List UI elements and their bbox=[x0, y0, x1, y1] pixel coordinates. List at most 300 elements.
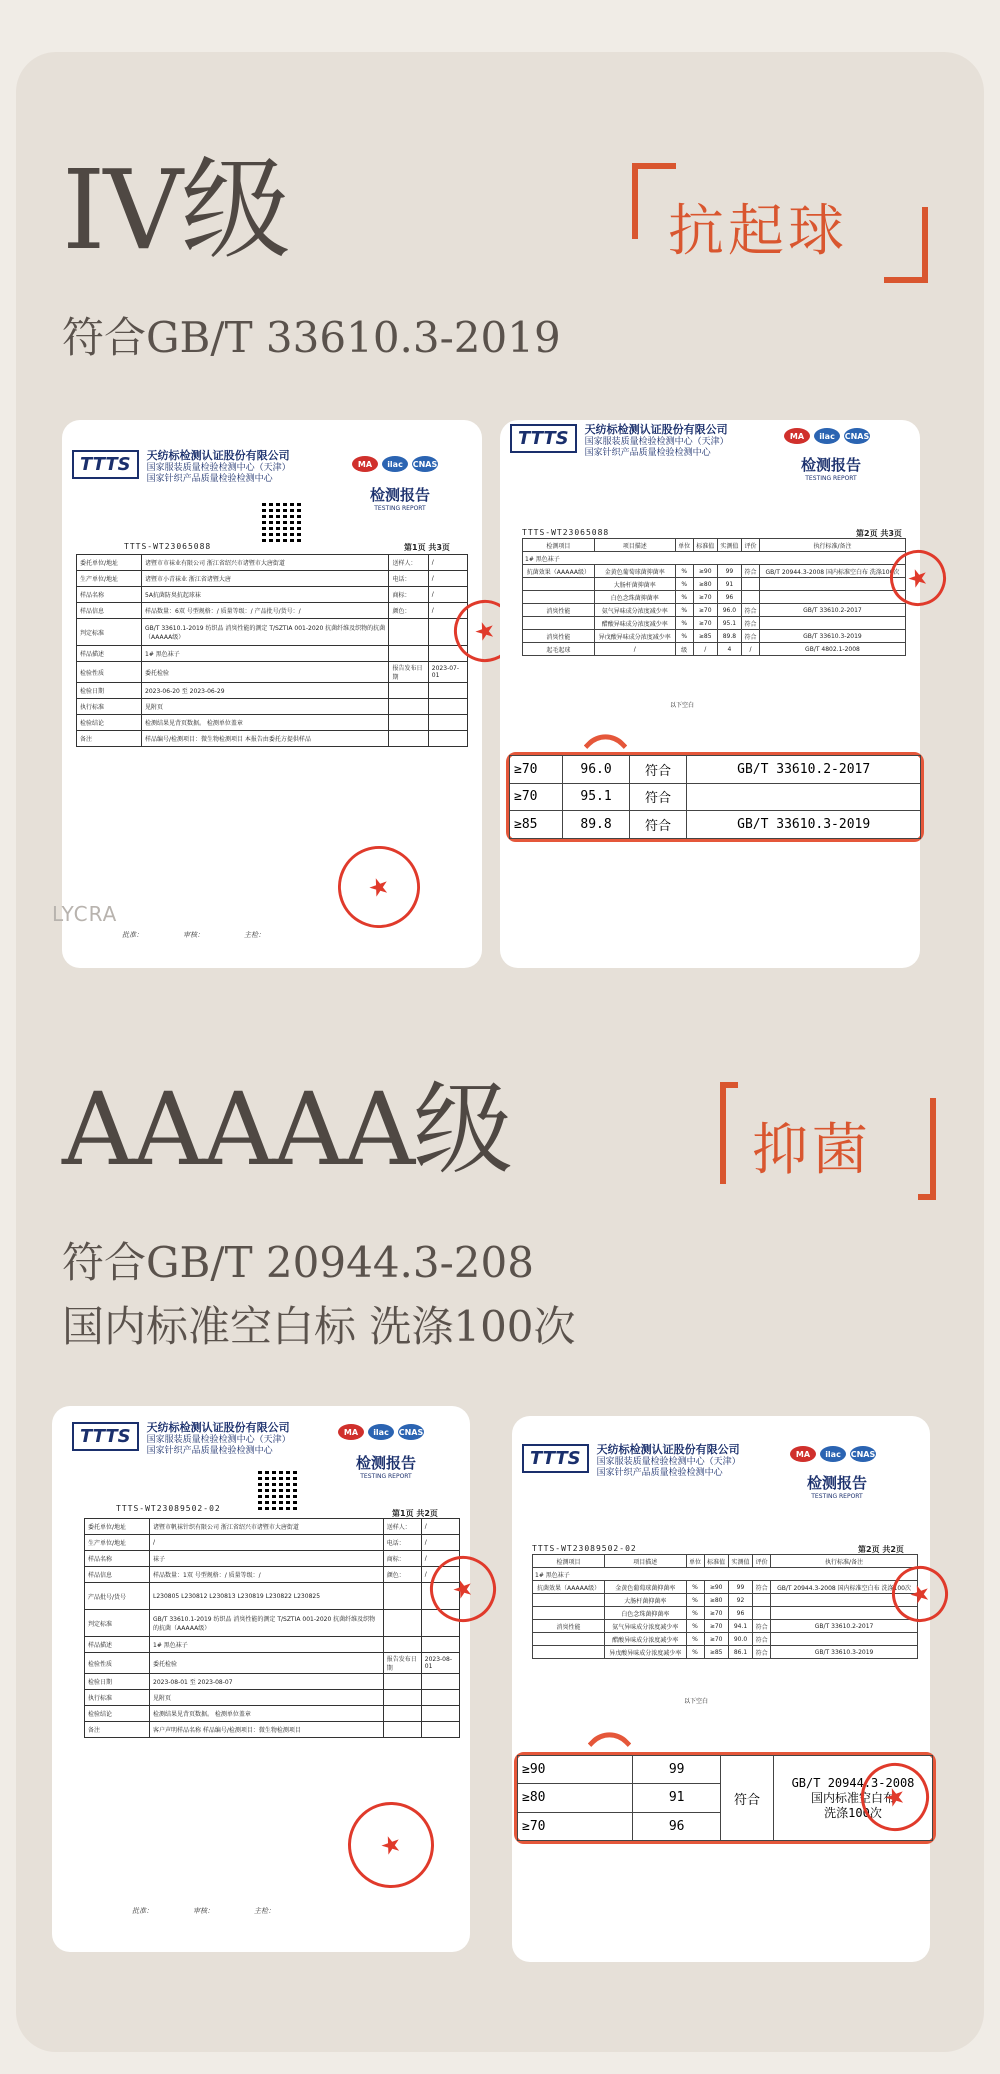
results-cell: 抗菌效果（AAAAA级） bbox=[523, 565, 595, 578]
report-form-table bbox=[76, 554, 468, 747]
ma-badge: MA bbox=[784, 428, 810, 444]
form-value: GB/T 33610.1-2019 纺织品 消臭性能的测定 T/SZTIA 001-2020 抗菌纤维及织物的抗菌（AAAAA级） bbox=[150, 1610, 384, 1637]
form-label: 样品信息 bbox=[85, 1567, 150, 1583]
zoom-measured-value: 96 bbox=[633, 1812, 721, 1840]
form-extra-label bbox=[383, 1674, 421, 1690]
form-row bbox=[85, 1551, 460, 1567]
zoom-cell bbox=[687, 783, 921, 811]
results-row bbox=[523, 565, 906, 578]
form-label: 样品信息 bbox=[77, 603, 142, 619]
form-row bbox=[77, 555, 468, 571]
form-row bbox=[85, 1567, 460, 1583]
ma-badge: MA bbox=[352, 456, 378, 472]
results-header-cell: 项目描述 bbox=[594, 539, 675, 552]
results-cell: % bbox=[686, 1620, 704, 1633]
qr-code-icon bbox=[262, 502, 302, 542]
signature-review: 审核： bbox=[183, 931, 204, 939]
results-header-cell: 执行标准/备注 bbox=[771, 1555, 918, 1568]
results-header-cell: 实测值 bbox=[717, 539, 741, 552]
official-seal-icon: ★ bbox=[421, 1547, 506, 1632]
cert-badges bbox=[784, 428, 870, 444]
results-cell: 白色念珠菌抑菌率 bbox=[605, 1607, 686, 1620]
report-title: 检测报告 TESTING REPORT bbox=[355, 1454, 416, 1480]
form-extra-value bbox=[421, 1706, 459, 1722]
form-row bbox=[85, 1722, 460, 1738]
form-label: 委托单位/地址 bbox=[85, 1519, 150, 1535]
cert-badges bbox=[338, 1424, 424, 1440]
cnas-badge: CNAS bbox=[398, 1424, 424, 1440]
results-row bbox=[533, 1594, 918, 1607]
ttts-logo: TTTS bbox=[72, 1422, 139, 1451]
results-cell: % bbox=[686, 1633, 704, 1646]
results-cell bbox=[753, 1594, 771, 1607]
results-cell: % bbox=[675, 565, 693, 578]
results-header-cell: 单位 bbox=[675, 539, 693, 552]
results-cell: 4 bbox=[717, 643, 741, 656]
form-value: 见附页 bbox=[150, 1690, 384, 1706]
results-row bbox=[533, 1581, 918, 1594]
form-value: / bbox=[150, 1535, 384, 1551]
form-label: 产品批号/货号 bbox=[85, 1583, 150, 1610]
form-extra-label: 颜色： bbox=[383, 1567, 421, 1583]
center-name-1: 国家服装质量检验检测中心（天津） bbox=[146, 463, 291, 473]
results-cell: GB/T 33610.2-2017 bbox=[771, 1620, 918, 1633]
results-cell: ≥70 bbox=[704, 1607, 728, 1620]
form-value: 见附页 bbox=[142, 699, 389, 715]
bracket-right bbox=[918, 1098, 936, 1200]
zoom-cell: GB/T 33610.2-2017 bbox=[687, 756, 921, 784]
results-table bbox=[522, 538, 906, 656]
form-row bbox=[77, 683, 468, 699]
report-number: TTTS-WT23089502-02 bbox=[116, 1504, 221, 1513]
report-title: 检测报告 TESTING REPORT bbox=[806, 1474, 867, 1500]
report-header bbox=[510, 424, 729, 459]
zoom-cell: 95.1 bbox=[563, 783, 629, 811]
results-cell: ≥70 bbox=[693, 617, 717, 630]
zoom-cell: ≥70 bbox=[510, 783, 563, 811]
results-cell: 金黄色葡萄球菌抑菌率 bbox=[594, 565, 675, 578]
results-cell: ≥70 bbox=[704, 1633, 728, 1646]
form-label: 样品描述 bbox=[77, 646, 142, 662]
results-cell: GB/T 33610.3-2019 bbox=[771, 1646, 918, 1659]
form-label: 检验日期 bbox=[85, 1674, 150, 1690]
results-cell: 氨气异味成分浓度减少率 bbox=[594, 604, 675, 617]
form-extra-value bbox=[428, 699, 467, 715]
ilac-badge: ilac bbox=[368, 1424, 394, 1440]
zoom-row bbox=[510, 811, 921, 839]
results-cell bbox=[533, 1594, 605, 1607]
form-value: 委托检验 bbox=[150, 1653, 384, 1674]
results-cell: 级 bbox=[675, 643, 693, 656]
results-cell bbox=[523, 578, 595, 591]
form-value: 诸暨市小青袜业 浙江省诸暨大唐 bbox=[142, 571, 389, 587]
standard-text-antibacterial: 符合GB/T 20944.3-208 bbox=[62, 1238, 534, 1287]
results-row bbox=[533, 1633, 918, 1646]
results-cell bbox=[533, 1646, 605, 1659]
results-header-cell: 单位 bbox=[686, 1555, 704, 1568]
zoomed-results-table bbox=[509, 755, 921, 839]
results-cell: 86.1 bbox=[728, 1646, 752, 1659]
results-cell: ≥70 bbox=[693, 591, 717, 604]
zoom-row bbox=[510, 756, 921, 784]
form-extra-value: 2023-07-01 bbox=[428, 662, 467, 683]
form-row bbox=[85, 1583, 460, 1610]
form-extra-label bbox=[383, 1706, 421, 1722]
results-cell: % bbox=[675, 591, 693, 604]
results-cell: 94.1 bbox=[728, 1620, 752, 1633]
form-row bbox=[77, 619, 468, 646]
tag-label: 抗起球 bbox=[668, 199, 848, 264]
zoomed-results bbox=[514, 1752, 936, 1844]
results-cell: / bbox=[693, 643, 717, 656]
official-seal-icon: ★ bbox=[884, 1558, 956, 1630]
results-cell: 消臭性能 bbox=[523, 630, 595, 643]
results-cell: 白色念珠菌抑菌率 bbox=[594, 591, 675, 604]
report-page-2 bbox=[500, 420, 933, 968]
zoom-verdict: 符合 bbox=[721, 1756, 774, 1841]
results-cell: 醋酸异味成分浓度减少率 bbox=[605, 1633, 686, 1646]
form-value: 样品数量：1双 号型规格：/ 质量等级：/ bbox=[150, 1567, 384, 1583]
results-cell: 99 bbox=[728, 1581, 752, 1594]
results-header-cell: 评价 bbox=[753, 1555, 771, 1568]
form-row bbox=[77, 662, 468, 683]
report-number: TTTS-WT23089502-02 bbox=[532, 1544, 637, 1553]
report-page-1 bbox=[62, 420, 500, 968]
report-number: TTTS-WT23065088 bbox=[522, 528, 610, 537]
center-name-1: 国家服装质量检验检测中心（天津） bbox=[596, 1457, 741, 1467]
report-title: 检测报告 TESTING REPORT bbox=[800, 456, 861, 482]
form-row bbox=[77, 603, 468, 619]
form-extra-value bbox=[421, 1674, 459, 1690]
results-cell: GB/T 20944.3-2008 国内标准空白布 洗涤100次 bbox=[759, 565, 905, 578]
form-extra-label bbox=[389, 699, 428, 715]
form-extra-value: / bbox=[421, 1567, 459, 1583]
results-header-cell: 标准值 bbox=[693, 539, 717, 552]
form-value: 2023-06-20 至 2023-06-29 bbox=[142, 683, 389, 699]
company-name: 天纺标检测认证股份有限公司 bbox=[584, 423, 728, 436]
form-extra-label bbox=[389, 683, 428, 699]
results-cell: % bbox=[686, 1594, 704, 1607]
form-extra-label bbox=[383, 1690, 421, 1706]
results-row bbox=[523, 630, 906, 643]
form-extra-label bbox=[383, 1637, 421, 1653]
report-number: TTTS-WT23065088 bbox=[124, 542, 212, 551]
form-extra-label: 送样人： bbox=[383, 1519, 421, 1535]
signature-inspector: 主检： bbox=[244, 931, 265, 939]
results-cell: 96 bbox=[728, 1607, 752, 1620]
results-cell: 异戊酸异味成分浓度减少率 bbox=[594, 630, 675, 643]
form-value: 客户声明样品名称 样品编号/检测项目：微生物检测项目 bbox=[150, 1722, 384, 1738]
report-page-1 bbox=[52, 1406, 478, 1952]
results-cell: 符合 bbox=[753, 1646, 771, 1659]
form-row bbox=[77, 699, 468, 715]
results-cell: % bbox=[686, 1607, 704, 1620]
form-extra-value: 2023-08-01 bbox=[421, 1653, 459, 1674]
results-cell: 符合 bbox=[742, 630, 760, 643]
results-cell: 95.1 bbox=[717, 617, 741, 630]
form-extra-label bbox=[383, 1610, 421, 1637]
cert-badges bbox=[790, 1446, 876, 1462]
results-cell bbox=[759, 591, 905, 604]
form-row bbox=[85, 1535, 460, 1551]
signatures bbox=[132, 1906, 275, 1916]
form-extra-value: / bbox=[421, 1535, 459, 1551]
zoom-cell: ≥70 bbox=[510, 756, 563, 784]
form-extra-label bbox=[389, 646, 428, 662]
center-name-2: 国家针织产品质量检验检测中心 bbox=[146, 474, 273, 484]
results-row bbox=[523, 591, 906, 604]
results-cell bbox=[742, 578, 760, 591]
report-form-table bbox=[84, 1518, 460, 1738]
lycra-watermark: LYCRA bbox=[52, 902, 118, 926]
results-cell: 96 bbox=[717, 591, 741, 604]
form-value: 委托检验 bbox=[142, 662, 389, 683]
zoom-cell: 符合 bbox=[629, 811, 687, 839]
results-header-cell: 项目描述 bbox=[605, 1555, 686, 1568]
results-cell: % bbox=[675, 630, 693, 643]
results-row bbox=[523, 604, 906, 617]
form-extra-label bbox=[389, 715, 428, 731]
standard-text-wash: 国内标准空白标 洗涤100次 bbox=[62, 1302, 576, 1351]
form-extra-value: / bbox=[421, 1519, 459, 1535]
results-header-cell: 实测值 bbox=[728, 1555, 752, 1568]
form-extra-value bbox=[428, 731, 467, 747]
grade-title-pilling: IV级 bbox=[62, 146, 289, 274]
center-name-2: 国家针织产品质量检验检测中心 bbox=[596, 1468, 723, 1478]
bracket-right bbox=[884, 207, 928, 283]
form-label: 检验结论 bbox=[85, 1706, 150, 1722]
form-extra-value: / bbox=[428, 603, 467, 619]
signature-review: 审核： bbox=[193, 1907, 214, 1915]
form-label: 备注 bbox=[77, 731, 142, 747]
results-cell: % bbox=[675, 604, 693, 617]
report-page-2 bbox=[512, 1416, 935, 1962]
form-row bbox=[77, 715, 468, 731]
form-extra-value bbox=[428, 683, 467, 699]
form-row bbox=[85, 1637, 460, 1653]
form-extra-label bbox=[383, 1583, 421, 1610]
center-name-1: 国家服装质量检验检测中心（天津） bbox=[146, 1435, 291, 1445]
results-header-cell: 标准值 bbox=[704, 1555, 728, 1568]
signature-approve: 批准： bbox=[132, 1907, 153, 1915]
cnas-badge: CNAS bbox=[850, 1446, 876, 1462]
zoom-cell: 89.8 bbox=[563, 811, 629, 839]
end-note: 以下空白 bbox=[670, 702, 695, 709]
center-name-1: 国家服装质量检验检测中心（天津） bbox=[584, 437, 729, 447]
results-header-cell: 检测项目 bbox=[523, 539, 595, 552]
results-cell: 符合 bbox=[753, 1633, 771, 1646]
results-cell: ≥70 bbox=[704, 1620, 728, 1633]
zoom-standard-value: ≥90 bbox=[518, 1756, 633, 1784]
results-cell: 92 bbox=[728, 1594, 752, 1607]
form-extra-label: 报告发布日期 bbox=[383, 1653, 421, 1674]
qr-code-icon bbox=[258, 1470, 298, 1510]
zoom-cell: 96.0 bbox=[563, 756, 629, 784]
form-label: 执行标准 bbox=[77, 699, 142, 715]
ttts-logo: TTTS bbox=[510, 424, 577, 453]
form-extra-label bbox=[389, 619, 428, 646]
results-cell: % bbox=[675, 617, 693, 630]
form-extra-label: 送样人： bbox=[389, 555, 428, 571]
form-row bbox=[85, 1706, 460, 1722]
results-cell: 消臭性能 bbox=[523, 604, 595, 617]
results-cell: 符合 bbox=[753, 1581, 771, 1594]
ttts-logo: TTTS bbox=[72, 450, 139, 479]
form-extra-label: 商标： bbox=[383, 1551, 421, 1567]
official-seal-icon: ★ bbox=[882, 542, 954, 614]
form-row bbox=[85, 1519, 460, 1535]
form-row bbox=[85, 1674, 460, 1690]
results-row bbox=[533, 1607, 918, 1620]
results-cell: ≥80 bbox=[693, 578, 717, 591]
zoom-measured-value: 91 bbox=[633, 1784, 721, 1812]
results-cell: 金黄色葡萄球菌抑菌率 bbox=[605, 1581, 686, 1594]
results-cell: 符合 bbox=[742, 604, 760, 617]
form-value: 诸暨市帆袜针织有限公司 浙江省绍兴市诸暨市大唐街道 bbox=[150, 1519, 384, 1535]
results-cell: ≥90 bbox=[704, 1581, 728, 1594]
form-extra-label: 电话： bbox=[383, 1535, 421, 1551]
results-cell: 91 bbox=[717, 578, 741, 591]
results-cell: ≥85 bbox=[693, 630, 717, 643]
page-number: 第2页 共3页 bbox=[856, 529, 902, 538]
tag-antibacterial bbox=[720, 1082, 936, 1200]
form-value: 2023-08-01 至 2023-08-07 bbox=[150, 1674, 384, 1690]
results-cell: 89.8 bbox=[717, 630, 741, 643]
company-name: 天纺标检测认证股份有限公司 bbox=[596, 1443, 740, 1456]
results-cell: % bbox=[686, 1646, 704, 1659]
cert-badges bbox=[352, 456, 438, 472]
form-row bbox=[85, 1653, 460, 1674]
page-number: 第1页 共2页 bbox=[392, 1509, 438, 1518]
form-row bbox=[77, 571, 468, 587]
report-header bbox=[72, 1422, 291, 1457]
form-extra-value bbox=[421, 1637, 459, 1653]
form-extra-label: 商标： bbox=[389, 587, 428, 603]
form-row bbox=[77, 731, 468, 747]
results-cell: 氨气异味成分浓度减少率 bbox=[605, 1620, 686, 1633]
form-label: 委托单位/地址 bbox=[77, 555, 142, 571]
results-cell bbox=[523, 617, 595, 630]
form-row bbox=[85, 1690, 460, 1706]
cnas-badge: CNAS bbox=[844, 428, 870, 444]
form-extra-value: / bbox=[428, 555, 467, 571]
results-row bbox=[523, 643, 906, 656]
results-header-row bbox=[523, 539, 906, 552]
results-cell: 99 bbox=[717, 565, 741, 578]
form-extra-value bbox=[421, 1722, 459, 1738]
results-cell: ≥85 bbox=[704, 1646, 728, 1659]
results-header-cell: 执行标准/备注 bbox=[759, 539, 905, 552]
form-label: 检验日期 bbox=[77, 683, 142, 699]
form-label: 样品名称 bbox=[77, 587, 142, 603]
results-cell: 90.0 bbox=[728, 1633, 752, 1646]
results-cell bbox=[742, 591, 760, 604]
ilac-badge: ilac bbox=[814, 428, 840, 444]
form-extra-value: / bbox=[428, 587, 467, 603]
bracket-left bbox=[720, 1082, 738, 1184]
form-value: GB/T 33610.1-2019 纺织品 消臭性能的测定 T/SZTIA 001-2020 抗菌纤维及织物的抗菌（AAAAA级） bbox=[142, 619, 389, 646]
results-cell: / bbox=[742, 643, 760, 656]
official-seal-icon: ★ bbox=[851, 1753, 938, 1840]
standard-text-pilling: 符合GB/T 33610.3-2019 bbox=[62, 313, 561, 362]
results-cell: 起毛起球 bbox=[523, 643, 595, 656]
results-table bbox=[532, 1554, 918, 1659]
company-name: 天纺标检测认证股份有限公司 bbox=[146, 449, 290, 462]
zoomed-results bbox=[506, 752, 924, 842]
ma-badge: MA bbox=[790, 1446, 816, 1462]
zoom-cell: ≥85 bbox=[510, 811, 563, 839]
form-value: 5A抗菌防臭抗起球袜 bbox=[142, 587, 389, 603]
form-value: 1# 黑色袜子 bbox=[150, 1637, 384, 1653]
results-cell: GB/T 33610.3-2019 bbox=[759, 630, 905, 643]
tag-anti-pilling bbox=[632, 163, 928, 283]
results-cell: 符合 bbox=[753, 1620, 771, 1633]
zoom-cell: 符合 bbox=[629, 756, 687, 784]
form-label: 样品描述 bbox=[85, 1637, 150, 1653]
form-value: 1# 黑色袜子 bbox=[142, 646, 389, 662]
results-row bbox=[523, 578, 906, 591]
results-cell bbox=[759, 578, 905, 591]
center-name-2: 国家针织产品质量检验检测中心 bbox=[584, 448, 711, 458]
results-header-cell: 检测项目 bbox=[533, 1555, 605, 1568]
zoom-measured-value: 99 bbox=[633, 1756, 721, 1784]
zoom-standard-ref: GB/T 20944.3-2008 国内标准空白布 洗涤100次 bbox=[774, 1756, 933, 1841]
form-row bbox=[77, 646, 468, 662]
form-extra-label: 电话： bbox=[389, 571, 428, 587]
results-cell: 消臭性能 bbox=[533, 1620, 605, 1633]
signature-approve: 批准： bbox=[122, 931, 143, 939]
ma-badge: MA bbox=[338, 1424, 364, 1440]
results-cell: GB/T 20944.3-2008 国内标准空白布 洗涤100次 bbox=[771, 1581, 918, 1594]
official-seal-icon: ★ bbox=[336, 1790, 446, 1900]
results-cell: GB/T 4802.1-2008 bbox=[759, 643, 905, 656]
form-row bbox=[85, 1610, 460, 1637]
form-label: 备注 bbox=[85, 1722, 150, 1738]
zoom-standard-value: ≥80 bbox=[518, 1784, 633, 1812]
page-number: 第1页 共3页 bbox=[404, 543, 450, 552]
form-label: 检验性质 bbox=[77, 662, 142, 683]
results-cell: ≥70 bbox=[693, 604, 717, 617]
zoom-row bbox=[510, 783, 921, 811]
results-row bbox=[523, 617, 906, 630]
results-cell: 大肠杆菌抑菌率 bbox=[605, 1594, 686, 1607]
results-cell: 符合 bbox=[742, 565, 760, 578]
form-label: 判定标准 bbox=[85, 1610, 150, 1637]
company-name: 天纺标检测认证股份有限公司 bbox=[146, 1421, 290, 1434]
form-extra-value: / bbox=[421, 1551, 459, 1567]
results-cell bbox=[753, 1607, 771, 1620]
results-row bbox=[533, 1620, 918, 1633]
report-header bbox=[72, 450, 291, 485]
official-seal-icon: ★ bbox=[445, 591, 524, 670]
form-label: 检验结论 bbox=[77, 715, 142, 731]
zoom-standard-value: ≥70 bbox=[518, 1812, 633, 1840]
report-title: 检测报告 TESTING REPORT bbox=[369, 486, 430, 512]
results-cell: GB/T 33610.2-2017 bbox=[759, 604, 905, 617]
form-label: 检验性质 bbox=[85, 1653, 150, 1674]
signature-inspector: 主检： bbox=[254, 1907, 275, 1915]
ilac-badge: ilac bbox=[820, 1446, 846, 1462]
results-cell: % bbox=[686, 1581, 704, 1594]
form-value: L230805 L230812 L230813 L230819 L230822 L230825 bbox=[150, 1583, 384, 1610]
form-extra-value: / bbox=[428, 571, 467, 587]
form-value: 检测结果见背页数据。 检测单位盖章 bbox=[150, 1706, 384, 1722]
zoom-cell: GB/T 33610.3-2019 bbox=[687, 811, 921, 839]
form-extra-value bbox=[428, 715, 467, 731]
results-header-row bbox=[533, 1555, 918, 1568]
results-cell: 醋酸异味成分浓度减少率 bbox=[594, 617, 675, 630]
sample-label: 1# 黑色袜子 bbox=[533, 1568, 918, 1581]
